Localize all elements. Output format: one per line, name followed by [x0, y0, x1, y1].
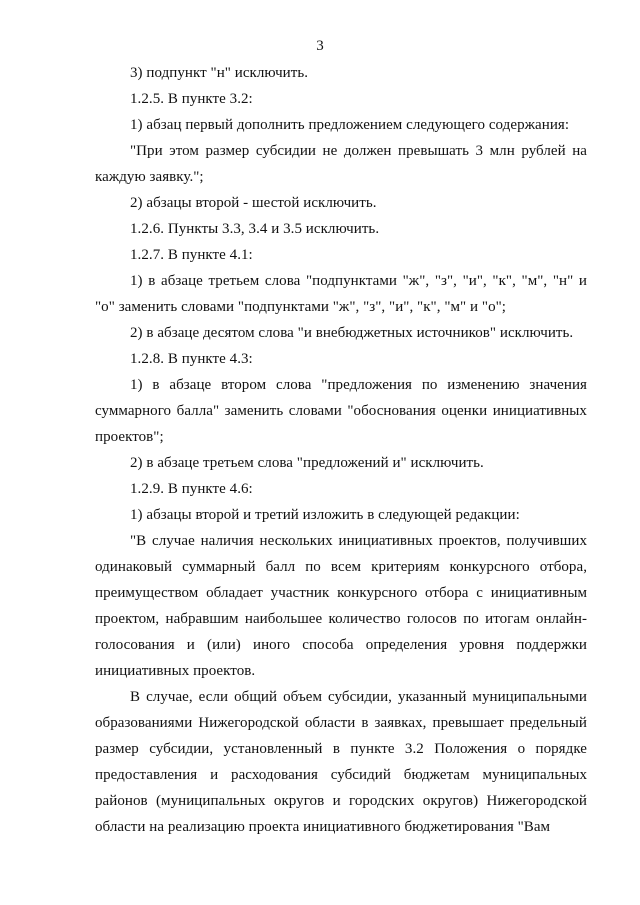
paragraph: 1) в абзаце третьем слова "подпунктами "ж", "з", "и", "к", "м", "н" и "о" заменить словами "подпунктами "ж", "з", "и", "к", "м" и "о";	[95, 273, 587, 315]
paragraph: "При этом размер субсидии не должен превышать 3 млн рублей на каждую заявку.";	[95, 143, 587, 185]
paragraph: "В случае наличия нескольких инициативных проектов, получивших одинаковый суммарный балл по всем критериям конкурсного отбора, преимуществом обладает участник конкурсного отбора с инициативным проектом, набравшим наибольшее количество голосов по итогам онлайн-голосования и (или) иного способа определения уровня поддержки инициативных проектов.	[95, 533, 587, 679]
document-body	[95, 60, 587, 840]
paragraph: 1.2.8. В пункте 4.3:	[130, 351, 253, 367]
paragraph: 2) в абзаце третьем слова "предложений и" исключить.	[130, 455, 484, 471]
paragraph: 1) в абзаце втором слова "предложения по изменению значения суммарного балла" заменить словами "обоснования оценки инициативных проектов";	[95, 377, 587, 445]
paragraph: 1.2.5. В пункте 3.2:	[130, 91, 253, 107]
paragraph: 3) подпункт "н" исключить.	[130, 65, 309, 81]
paragraph: 1.2.9. В пункте 4.6:	[130, 481, 253, 497]
paragraph: 1.2.6. Пункты 3.3, 3.4 и 3.5 исключить.	[130, 221, 380, 237]
paragraph: 1) абзац первый дополнить предложением следующего содержания:	[130, 117, 570, 133]
page-number: 3	[316, 38, 324, 54]
paragraph: 1) абзацы второй и третий изложить в следующей редакции:	[130, 507, 520, 523]
paragraph: 1.2.7. В пункте 4.1:	[130, 247, 253, 263]
paragraph: 2) в абзаце десятом слова "и внебюджетных источников" исключить.	[130, 325, 574, 341]
paragraph: В случае, если общий объем субсидии, указанный муниципальными образованиями Нижегородской области в заявках, превышает предельный размер субсидии, установленный в пункте 3.2 Положения о порядке предоставления и расходования субсидий бюджетам муниципальных районов (муниципальных округов и городских округов) Нижегородской области на реализацию проекта инициативного бюджетирования "Вам	[95, 689, 587, 835]
paragraph: 2) абзацы второй - шестой исключить.	[130, 195, 377, 211]
